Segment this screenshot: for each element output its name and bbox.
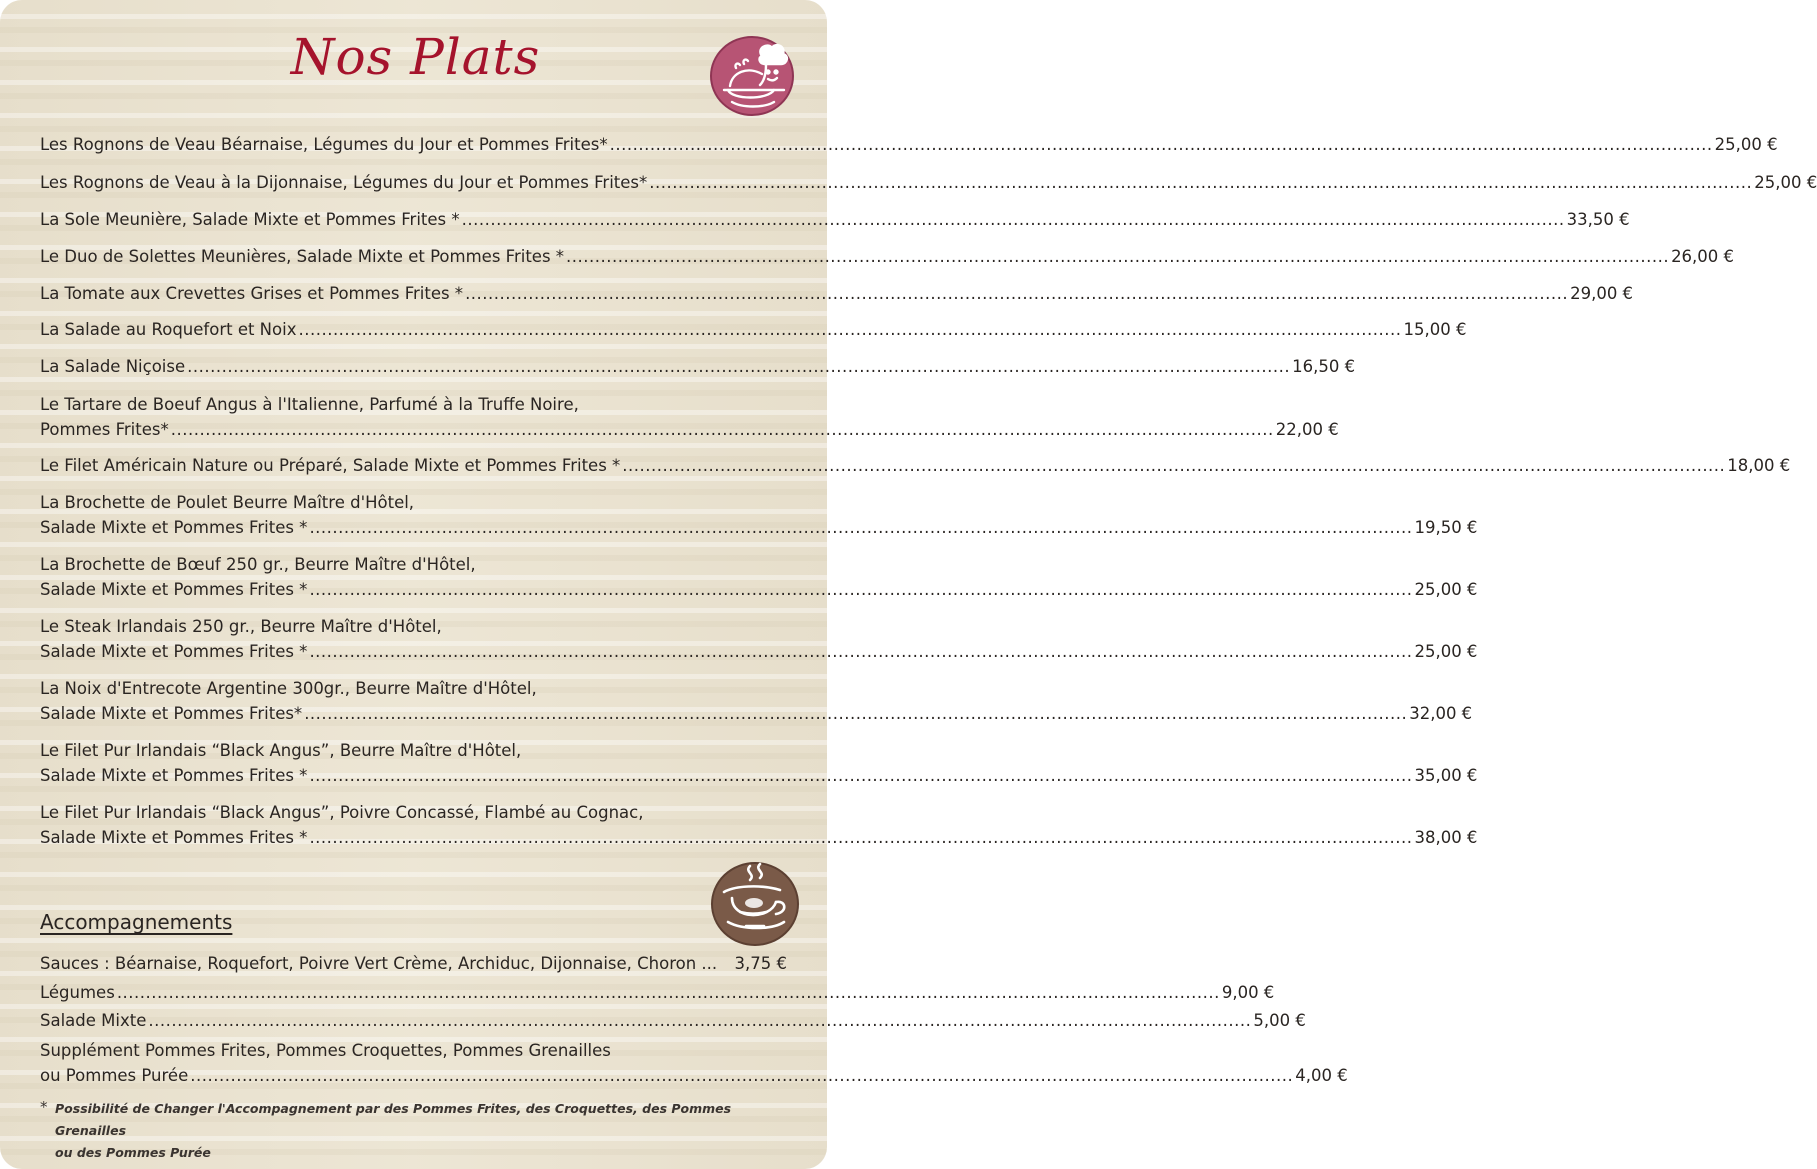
list-item [40,677,1473,726]
side-name: Sauces : Béarnaise, Roquefort, Poivre Vert Crème, Archiduc, Dijonnaise, Choron ... [40,954,718,973]
dish-name: Le Filet Pur Irlandais “Black Angus”, Poivre Concassé, Flambé au Cognac, [40,803,644,822]
chef-serving-dish-icon [710,32,798,116]
list-item [40,981,1275,1005]
leader-dots: ................................................................................................................................................................................................ [465,284,1569,303]
leader-dots: ................................................................................................................................................................................................ [622,456,1726,475]
side-name: Salade Mixte [40,1011,147,1030]
leader-dots: ................................................................................................................................................................................................ [309,828,1413,847]
footnote-line-2: ou des Pommes Purée [55,1145,211,1160]
footnote-line-1: Possibilité de Changer l'Accompagnement par des Pommes Frites, des Croquettes, des Pommes Grenailles [55,1101,732,1138]
dish-price: 22,00 € [1275,420,1339,439]
dish-price: 38,00 € [1414,828,1478,847]
leader-dots: ................................................................................................................................................................................................ [649,173,1753,192]
side-price: 4,00 € [1295,1066,1348,1085]
list-item [40,282,1634,306]
list-item [40,615,1478,664]
leader-dots: ................................................................................................................................................................................................ [309,642,1413,661]
leader-dots: ................................................................................................................................................................................................ [566,247,1670,266]
footnote-star: * [40,1098,48,1116]
side-price: 3,75 € [734,954,787,973]
dish-price: 25,00 € [1754,173,1817,192]
list-item [40,491,1478,540]
leader-dots: ................................................................................................................................................................................................ [187,357,1291,376]
list-item [40,393,1339,442]
list-item [40,1009,1306,1033]
dish-name-cont: Pommes Frites* [40,420,169,439]
list-item [40,171,1817,195]
dish-price: 29,00 € [1570,284,1634,303]
dish-name-cont: Salade Mixte et Pommes Frites * [40,580,308,599]
leader-dots: ................................................................................................................................................................................................ [298,320,1402,339]
list-item [40,318,1467,342]
dish-name: Les Rognons de Veau Béarnaise, Légumes du Jour et Pommes Frites* [40,135,608,154]
dish-price: 33,50 € [1566,210,1630,229]
list-item [40,208,1630,232]
leader-dots: ................................................................................................................................................................................................ [309,518,1413,537]
dish-name-cont: Salade Mixte et Pommes Frites * [40,828,308,847]
dish-price: 26,00 € [1671,247,1735,266]
dish-name: Le Duo de Solettes Meunières, Salade Mixte et Pommes Frites * [40,247,565,266]
dish-name: Le Tartare de Boeuf Angus à l'Italienne, Parfumé à la Truffe Noire, [40,395,579,414]
leader-dots: ................................................................................................................................................................................................ [609,135,1713,154]
dish-price: 15,00 € [1403,320,1467,339]
dish-price: 25,00 € [1414,580,1478,599]
list-item [40,801,1478,850]
page-title: Nos Plats [290,28,541,86]
list-item [40,245,1735,269]
side-price: 5,00 € [1253,1011,1306,1030]
dish-name: La Sole Meunière, Salade Mixte et Pommes Frites * [40,210,460,229]
leader-dots: ................................................................................................................................................................................................ [190,1066,1294,1085]
list-item [40,553,1478,602]
side-name-cont: ou Pommes Purée [40,1066,189,1085]
dish-name-cont: Salade Mixte et Pommes Frites * [40,642,308,661]
section-title-accompagnements: Accompagnements [40,910,233,934]
dish-price: 16,50 € [1292,357,1356,376]
side-name: Supplément Pommes Frites, Pommes Croquettes, Pommes Grenailles [40,1041,611,1060]
dish-name: La Salade au Roquefort et Noix [40,320,297,339]
list-item [40,1039,1348,1088]
dish-name-cont: Salade Mixte et Pommes Frites* [40,704,303,723]
dish-name: Le Filet Pur Irlandais “Black Angus”, Beurre Maître d'Hôtel, [40,741,522,760]
dish-price: 18,00 € [1727,456,1791,475]
leader-dots: ................................................................................................................................................................................................ [309,766,1413,785]
list-item [40,454,1791,478]
leader-dots: ................................................................................................................................................................................................ [304,704,1408,723]
dish-name: La Tomate aux Crevettes Grises et Pommes Frites * [40,284,464,303]
list-item [40,355,1356,379]
dish-price: 35,00 € [1414,766,1478,785]
side-price: 9,00 € [1221,983,1275,1002]
steaming-cup-icon [710,858,800,946]
dish-name: Le Filet Américain Nature ou Préparé, Salade Mixte et Pommes Frites * [40,456,621,475]
dish-name: Le Steak Irlandais 250 gr., Beurre Maître d'Hôtel, [40,617,442,636]
dish-name-cont: Salade Mixte et Pommes Frites * [40,518,308,537]
list-item [40,739,1478,788]
side-name: Légumes [40,983,115,1002]
leader-dots: ................................................................................................................................................................................................ [309,580,1413,599]
dish-price: 32,00 € [1409,704,1473,723]
leader-dots: ................................................................................................................................................................................................ [461,210,1565,229]
leader-dots: ................................................................................................................................................................................................ [170,420,1274,439]
dish-price: 25,00 € [1714,135,1778,154]
list-item [40,952,787,976]
list-item [40,133,1778,157]
leader-dots: ................................................................................................................................................................................................ [116,983,1220,1002]
leader-dots: ................................................................................................................................................................................................ [148,1011,1252,1030]
footnote [40,1098,790,1164]
dish-name: La Brochette de Poulet Beurre Maître d'Hôtel, [40,493,415,512]
dish-name: Les Rognons de Veau à la Dijonnaise, Légumes du Jour et Pommes Frites* [40,173,648,192]
dish-name-cont: Salade Mixte et Pommes Frites * [40,766,308,785]
dish-price: 19,50 € [1414,518,1478,537]
dish-name: La Noix d'Entrecote Argentine 300gr., Beurre Maître d'Hôtel, [40,679,537,698]
dish-name: La Salade Niçoise [40,357,186,376]
dish-name: La Brochette de Bœuf 250 gr., Beurre Maître d'Hôtel, [40,555,476,574]
dish-price: 25,00 € [1414,642,1478,661]
